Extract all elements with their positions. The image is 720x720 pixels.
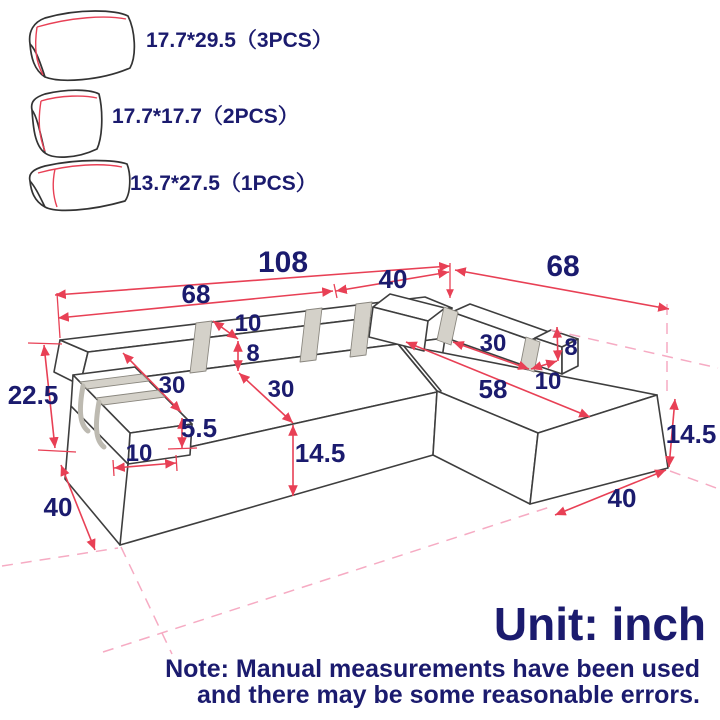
label-sofa-depth: 40: [43, 492, 73, 522]
pillow-large-label: 17.7*29.5（3PCS）: [146, 29, 333, 52]
label-left-section: 68: [181, 279, 211, 309]
label-chaise-section: 40: [378, 264, 408, 294]
label-right-armrest-width: 10: [534, 368, 562, 395]
footer: [165, 598, 706, 709]
label-right-armrest-height: 8: [564, 334, 578, 361]
pillow-illustrations: [30, 11, 333, 210]
label-left-armrest-depth: 30: [158, 372, 186, 399]
label-right-armrest-length: 30: [479, 330, 507, 357]
pillow-lumbar-sketch: [30, 161, 130, 211]
pillow-square-sketch: [32, 90, 102, 157]
label-chaise-width: 40: [607, 483, 637, 513]
note-line-1: Note: Manual measurements have been used: [165, 655, 700, 683]
pillow-square-label: 17.7*17.7（2PCS）: [112, 105, 299, 128]
label-overall-width: 108: [257, 246, 309, 279]
label-seat-height: 14.5: [294, 438, 346, 468]
dim-line-right-armrest-height: [557, 327, 558, 361]
label-left-armrest-width: 10: [125, 440, 153, 467]
label-right-depth: 68: [546, 250, 580, 283]
label-overall-height: 22.5: [7, 380, 59, 410]
label-backrest-depth: 10: [234, 310, 262, 337]
label-seat-depth: 30: [267, 376, 295, 403]
pillow-lumbar-label: 13.7*27.5（1PCS）: [130, 172, 317, 195]
label-chaise-height: 14.5: [665, 419, 717, 449]
note-line-2: and there may be some reasonable errors.: [197, 681, 700, 709]
label-armrest-above-seat: 5.5: [180, 413, 218, 443]
pillow-large-sketch: [30, 11, 135, 80]
label-backrest-height: 8: [246, 340, 260, 367]
unit-label: Unit: inch: [493, 598, 706, 650]
label-chaise-length: 58: [478, 374, 508, 404]
